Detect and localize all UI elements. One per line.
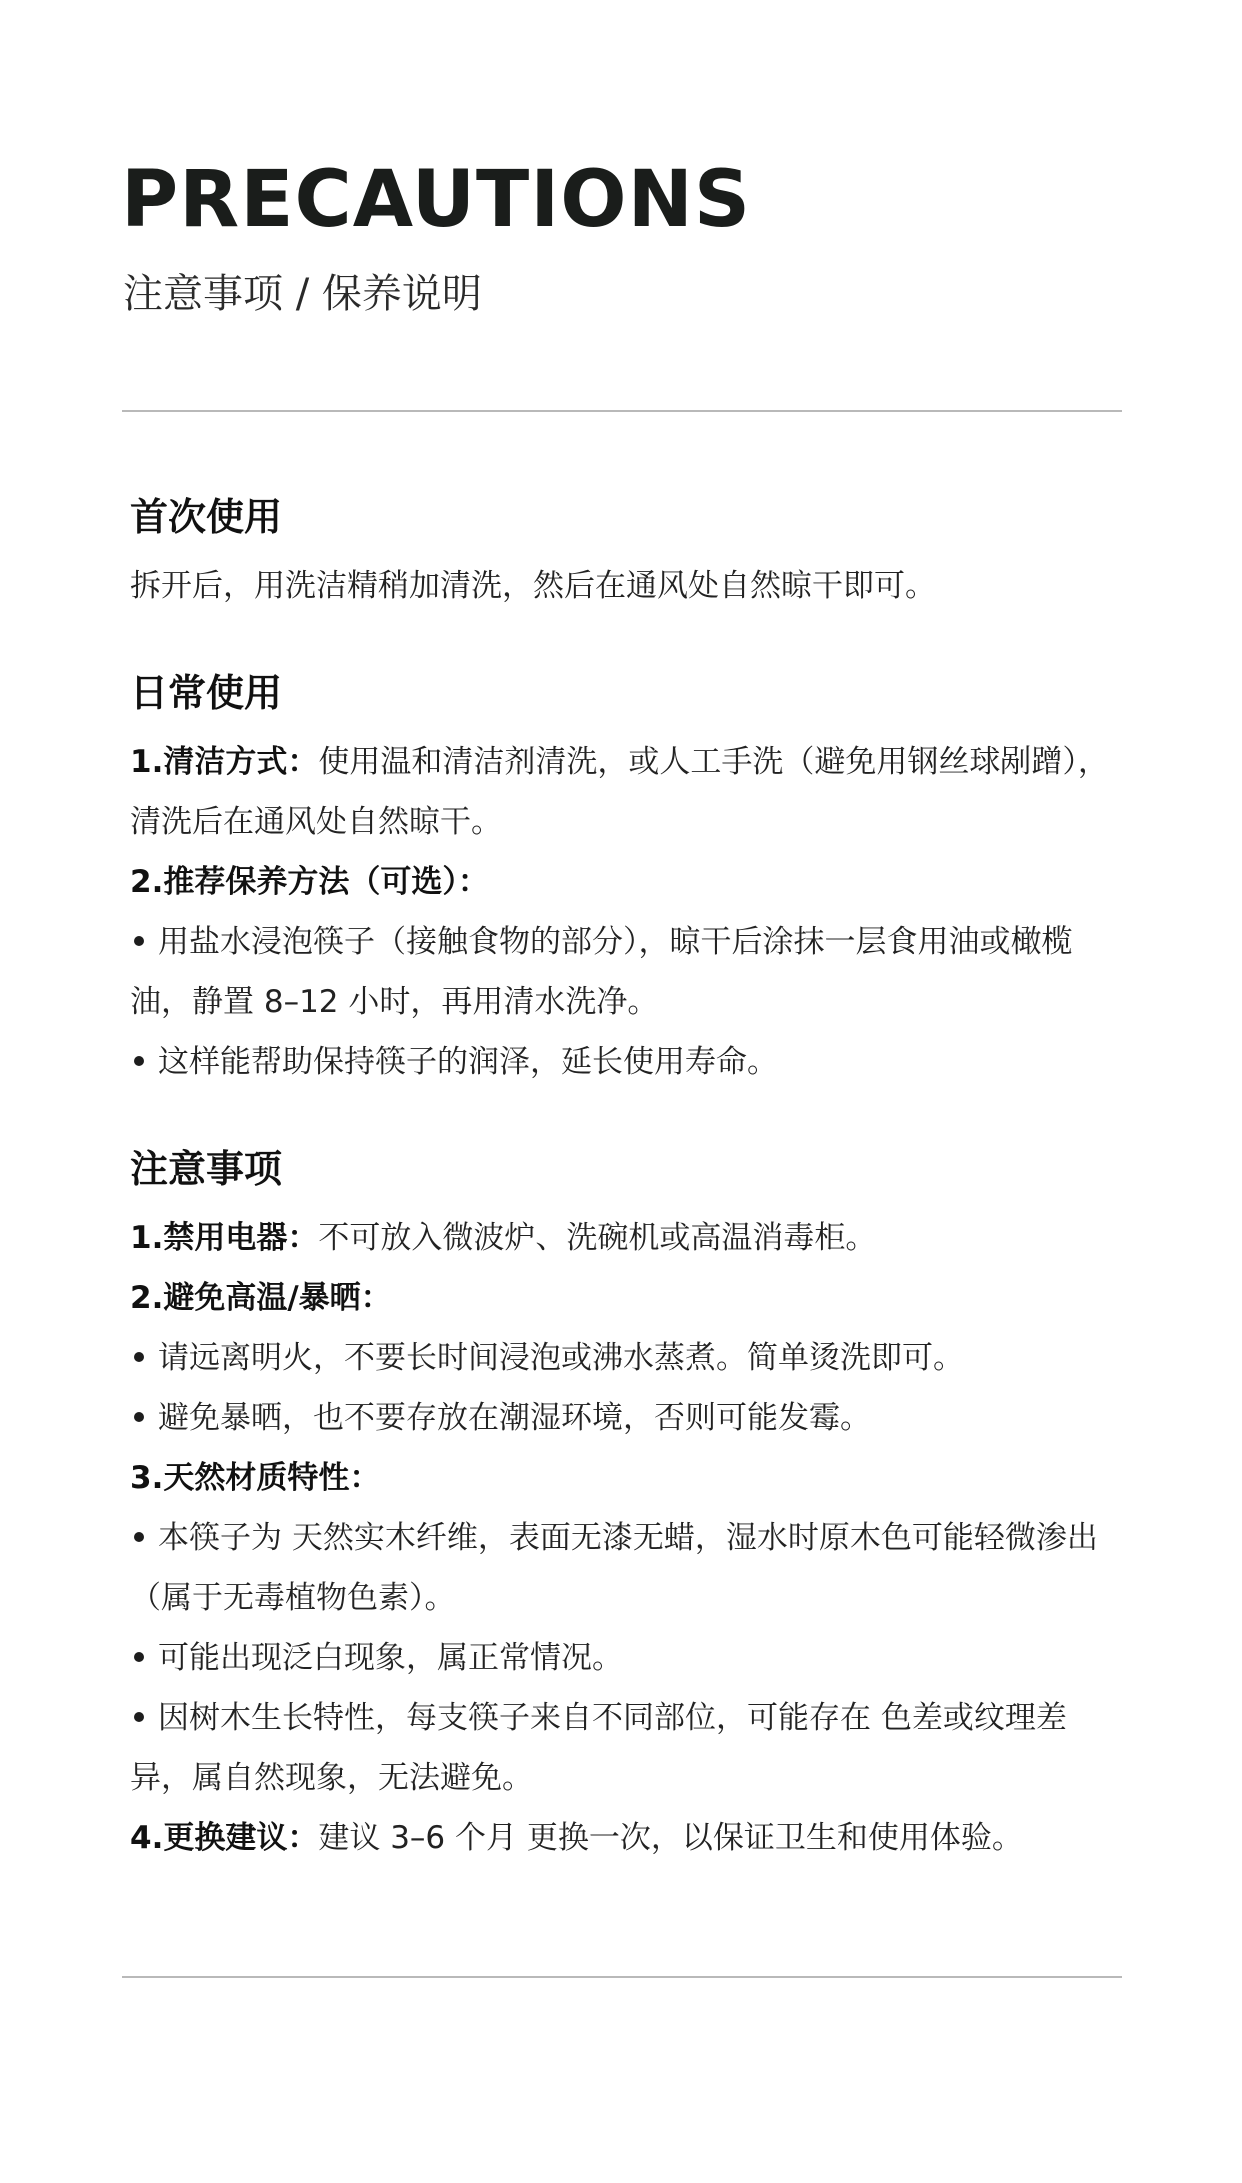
- bullet-text: 可能出现泛白现象，属正常情况。: [158, 1640, 623, 1676]
- paragraph-text: 拆开后，用洗洁精稍加清洗，然后在通风处自然晾干即可。: [130, 568, 936, 604]
- section-cautions: [130, 1140, 1120, 1868]
- bullet-item: [130, 1508, 1120, 1628]
- paragraph: [130, 556, 1120, 616]
- section-heading: 日常使用: [130, 671, 283, 715]
- numbered-item: [130, 1808, 1120, 1868]
- section-heading: 注意事项: [130, 1147, 283, 1191]
- bullet-dot-icon: [134, 1532, 144, 1542]
- item-text: 建议 3–6 个月 更换一次，以保证卫生和使用体验。: [318, 1820, 1023, 1856]
- item-lead: 1.清洁方式：: [130, 744, 319, 780]
- bottom-divider: [122, 1976, 1122, 1978]
- item-text: 不可放入微波炉、洗碗机或高温消毒柜。: [318, 1220, 877, 1256]
- top-divider: [122, 410, 1122, 412]
- bullet-text: 请远离明火，不要长时间浸泡或沸水蒸煮。简单烫洗即可。: [158, 1340, 964, 1376]
- bullet-text: 因树木生长特性，每支筷子来自不同部位，可能存在 色差或纹理差异，属自然现象，无法避免。: [130, 1700, 1067, 1796]
- bullet-item: [130, 912, 1120, 1032]
- numbered-item: [130, 1208, 1120, 1268]
- item-lead: 4.更换建议：: [130, 1820, 319, 1856]
- section-heading: 首次使用: [130, 495, 283, 539]
- bullet-text: 用盐水浸泡筷子（接触食物的部分），晾干后涂抹一层食用油或橄榄油，静置 8–12 小时，再用清水洗净。: [130, 924, 1073, 1020]
- bullet-text: 本筷子为 天然实木纤维，表面无漆无蜡，湿水时原木色可能轻微渗出（属于无毒植物色素）。: [130, 1520, 1098, 1616]
- numbered-item: [130, 732, 1120, 852]
- numbered-item: [130, 1448, 1120, 1508]
- item-lead: 1.禁用电器：: [130, 1220, 319, 1256]
- section-first-use: [130, 488, 1120, 616]
- bullet-dot-icon: [134, 1712, 144, 1722]
- item-lead: 2.避免高温/暴晒：: [130, 1280, 392, 1316]
- bullet-text: 这样能帮助保持筷子的润泽，延长使用寿命。: [158, 1044, 778, 1080]
- item-text: 使用温和清洁剂清洗，或人工手洗（避免用钢丝球剐蹭），清洗后在通风处自然晾干。: [130, 744, 1109, 840]
- page-title: PRECAUTIONS: [121, 155, 752, 245]
- bullet-dot-icon: [134, 936, 144, 946]
- bullet-dot-icon: [134, 1652, 144, 1662]
- bullet-item: [130, 1688, 1120, 1808]
- bullet-dot-icon: [134, 1056, 144, 1066]
- bullet-item: [130, 1032, 1120, 1092]
- bullet-text: 避免暴晒，也不要存放在潮湿环境，否则可能发霉。: [158, 1400, 871, 1436]
- numbered-item: [130, 1268, 1120, 1328]
- bullet-dot-icon: [134, 1352, 144, 1362]
- bullet-dot-icon: [134, 1412, 144, 1422]
- numbered-item: [130, 852, 1120, 912]
- item-lead: 2.推荐保养方法（可选）：: [130, 864, 489, 900]
- bullet-item: [130, 1328, 1120, 1388]
- content-area: [130, 488, 1120, 1868]
- item-lead: 3.天然材质特性：: [130, 1460, 381, 1496]
- page-subtitle: 注意事项 / 保养说明: [123, 271, 482, 317]
- bullet-item: [130, 1628, 1120, 1688]
- bullet-item: [130, 1388, 1120, 1448]
- section-daily-use: [130, 664, 1120, 1092]
